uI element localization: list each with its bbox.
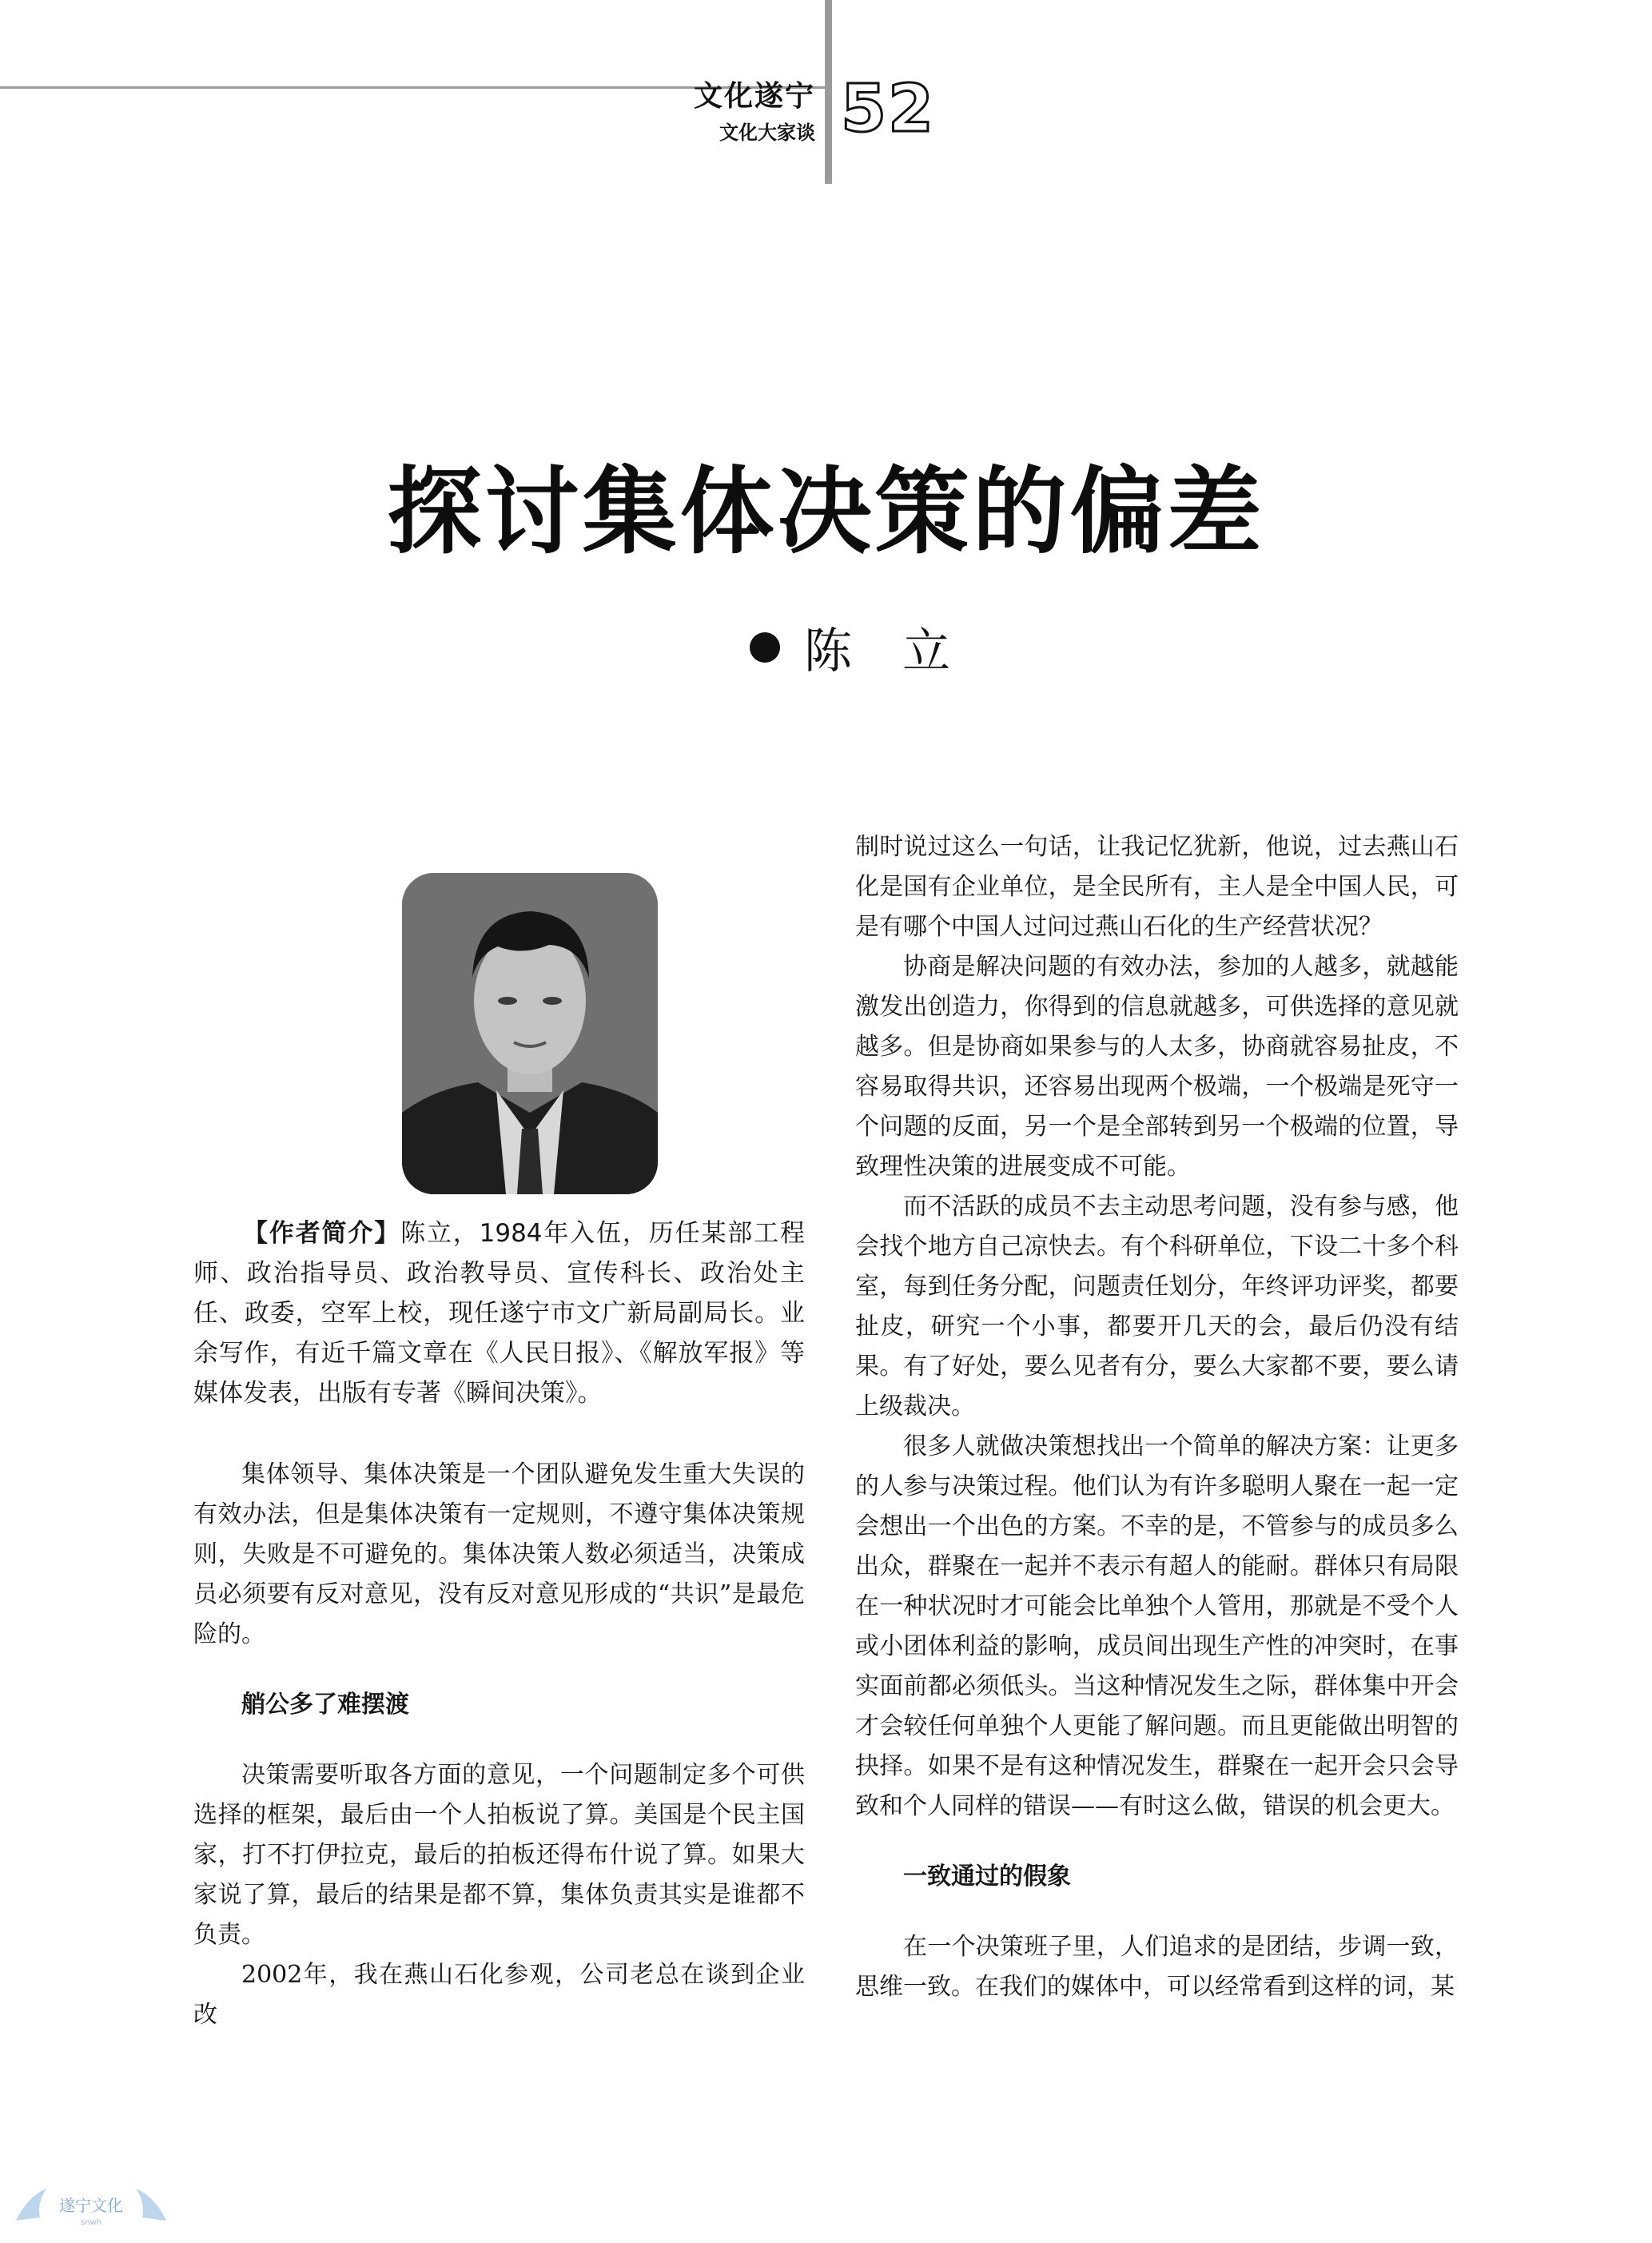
- magazine-title: 文化遂宁: [693, 80, 815, 113]
- intro-paragraph: 集体领导、集体决策是一个团队避免发生重大失误的有效办法，但是集体决策有一定规则，不遵守集体决策规则，失败是不可避免的。集体决策人数必须适当，决策成员必须要有反对意见，没有反对意见形成的“共识”是最危险的。: [193, 1460, 805, 1648]
- right-column: [855, 827, 1459, 2007]
- body-paragraph: 而不活跃的成员不去主动思考问题，没有参与感，他会找个地方自己凉快去。有个科研单位，下设二十多个科室，每到任务分配，问题责任划分，年终评功评奖，都要扯皮，研究一个小事，都要开几天的会，最后仍没有结果。有了好处，要么见者有分，要么大家都不要，要么请上级裁决。: [855, 1193, 1459, 1420]
- header-divider-bar: [825, 0, 832, 184]
- author-bio: [193, 1213, 805, 1413]
- bullet-icon: [750, 632, 780, 663]
- author-photo: [402, 873, 658, 1194]
- svg-text:遂宁文化: 遂宁文化: [59, 2196, 123, 2215]
- left-column: [193, 1213, 805, 2035]
- bio-text: 陈立，1984年入伍，历任某部工程师、政治指导员、政治教导员、宣传科长、政治处主任、政委，空军上校，现任遂宁市文广新局副局长。业余写作，有近千篇文章在《人民日报》、《解放军报》等媒体发表，出版有专著《瞬间决策》。: [193, 1219, 805, 1408]
- body-paragraph: 2002年，我在燕山石化参观，公司老总在谈到企业改: [193, 1961, 805, 2029]
- section-heading: 艄公多了难摆渡: [241, 1691, 409, 1719]
- section-heading: 一致通过的假象: [903, 1863, 1071, 1890]
- body-paragraph: 决策需要听取各方面的意见，一个问题制定多个可供选择的框架，最后由一个人拍板说了算。美国是个民主国家，打不打伊拉克，最后的拍板还得布什说了算。如果大家说了算，最后的结果是都不算，集体负责其实是谁都不负责。: [193, 1761, 805, 1949]
- page-number: 52: [841, 71, 936, 147]
- author-name: 陈 立: [804, 623, 969, 679]
- watermark-wing-icon: [11, 2182, 171, 2230]
- byline: [750, 617, 968, 678]
- body-paragraph: 协商是解决问题的有效办法，参加的人越多，就越能激发出创造力，你得到的信息就越多，可供选择的意见就越多。但是协商如果参与的人太多，协商就容易扯皮，不容易取得共识，还容易出现两个极端，一个极端是死守一个问题的反面，另一个是全部转到另一个极端的位置，导致理性决策的进展变成不可能。: [855, 953, 1459, 1181]
- article-title: 探讨集体决策的偏差: [387, 456, 1265, 567]
- author-portrait-image: [402, 873, 658, 1194]
- body-paragraph: 在一个决策班子里，人们追求的是团结，步调一致，思维一致。在我们的媒体中，可以经常看到这样的词，某: [855, 1933, 1459, 2001]
- watermark-logo: [11, 2182, 171, 2230]
- body-paragraph: 很多人就做决策想找出一个简单的解决方案：让更多的人参与决策过程。他们认为有许多聪明人聚在一起一定会想出一个出色的方案。不幸的是，不管参与的成员多么出众，群聚在一起并不表示有超人的能耐。群体只有局限在一种状况时才可能会比单独个人管用，那就是不受个人或小团体利益的影响，成员间出现生产性的冲突时，在事实面前都必须低头。当这种情况发生之际，群体集中开会才会较任何单独个人更能了解问题。而且更能做出明智的抉择。如果不是有这种情况发生，群聚在一起开会只会导致和个人同样的错误——有时这么做，错误的机会更大。: [855, 1432, 1459, 1820]
- body-paragraph: 制时说过这么一句话，让我记忆犹新，他说，过去燕山石化是国有企业单位，是全民所有，主人是全中国人民，可是有哪个中国人过问过燕山石化的生产经营状况？: [855, 833, 1459, 941]
- svg-text:snwh: snwh: [80, 2218, 102, 2227]
- column-name: 文化大家谈: [719, 122, 815, 144]
- bio-label: 【作者简介】: [243, 1219, 401, 1248]
